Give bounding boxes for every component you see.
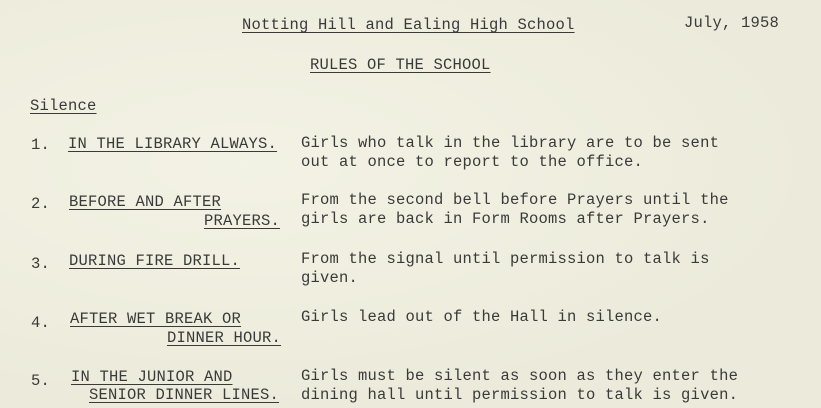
document-date: July, 1958 — [684, 14, 780, 32]
school-name: Notting Hill and Ealing High School — [242, 16, 575, 34]
rule-number: 2. — [31, 195, 51, 213]
rule-number: 1. — [31, 136, 51, 154]
rule-number: 3. — [31, 255, 51, 273]
rule-text-line: girls are back in Form Rooms after Prayers. — [301, 210, 710, 228]
rule-heading-continued: SENIOR DINNER LINES. — [89, 386, 280, 404]
rule-text-line: Girls lead out of the Hall in silence. — [301, 308, 663, 326]
rule-text-line: out at once to report to the office. — [301, 153, 644, 171]
rule-heading: IN THE LIBRARY ALWAYS. — [68, 135, 278, 153]
rule-heading: BEFORE AND AFTER — [69, 193, 222, 211]
rule-text-line: From the second bell before Prayers until the — [301, 191, 729, 209]
rule-number: 5. — [31, 372, 51, 390]
rule-text-line: Girls who talk in the library are to be sent — [301, 134, 720, 152]
section-heading: Silence — [30, 97, 97, 115]
rule-heading-continued: PRAYERS. — [204, 212, 281, 230]
rule-text-line: given. — [301, 269, 359, 287]
rule-heading-continued: DINNER HOUR. — [167, 329, 282, 347]
rule-heading: DURING FIRE DRILL. — [69, 252, 241, 270]
rule-heading: AFTER WET BREAK OR — [70, 310, 242, 328]
rule-heading: IN THE JUNIOR AND — [71, 368, 233, 386]
rule-number: 4. — [31, 314, 51, 332]
rule-text-line: dining hall until permission to talk is given. — [301, 386, 739, 404]
document-title: RULES OF THE SCHOOL — [310, 56, 491, 74]
rule-text-line: Girls must be silent as soon as they enter the — [301, 367, 739, 385]
rule-text-line: From the signal until permission to talk is — [301, 250, 710, 268]
